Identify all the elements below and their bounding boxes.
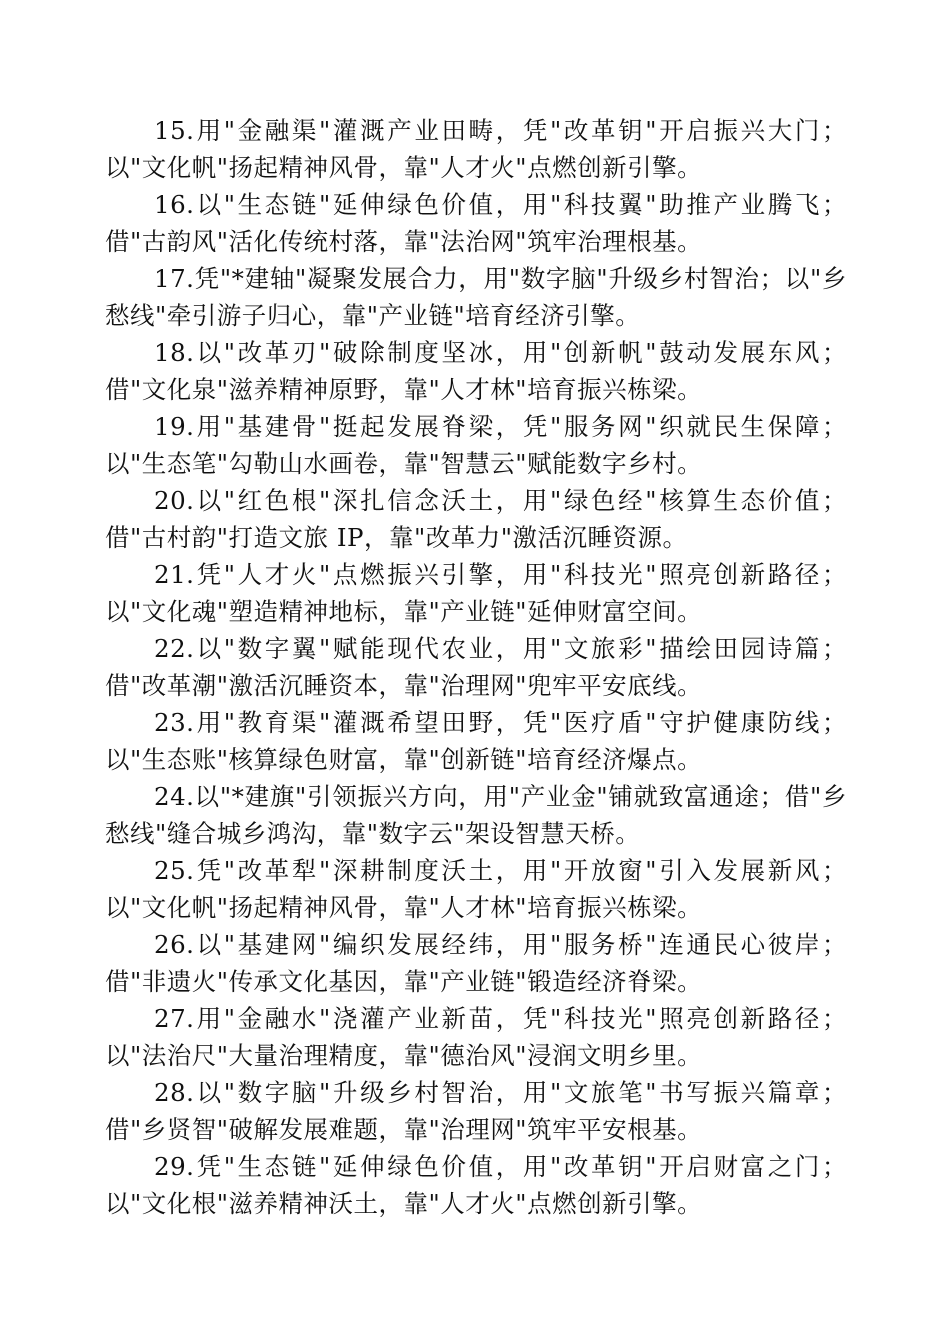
paragraph-25: 25.凭"改革犁"深耕制度沃土，用"开放窗"引入发展新风；以"文化帆"扬起精神风骨，靠"人才林"培育振兴栋梁。 [105, 856, 847, 922]
paragraph-28: 28.以"数字脑"升级乡村智治，用"文旅笔"书写振兴篇章；借"乡贤智"破解发展难题，靠"治理网"筑牢平安根基。 [105, 1078, 847, 1144]
paragraph-17: 17.凭"*建轴"凝聚发展合力，用"数字脑"升级乡村智治；以"乡愁线"牵引游子归心，靠"产业链"培育经济引擎。 [105, 264, 847, 330]
document-body [105, 112, 847, 1222]
paragraph-23: 23.用"教育渠"灌溉希望田野，凭"医疗盾"守护健康防线；以"生态账"核算绿色财富，靠"创新链"培育经济爆点。 [105, 708, 847, 774]
paragraph-16: 16.以"生态链"延伸绿色价值，用"科技翼"助推产业腾飞；借"古韵风"活化传统村落，靠"法治网"筑牢治理根基。 [105, 190, 847, 256]
paragraph-27: 27.用"金融水"浇灌产业新苗，凭"科技光"照亮创新路径；以"法治尺"大量治理精度，靠"德治风"浸润文明乡里。 [105, 1004, 847, 1070]
paragraph-29: 29.凭"生态链"延伸绿色价值，用"改革钥"开启财富之门；以"文化根"滋养精神沃土，靠"人才火"点燃创新引擎。 [105, 1152, 847, 1218]
paragraph-26: 26.以"基建网"编织发展经纬，用"服务桥"连通民心彼岸；借"非遗火"传承文化基因，靠"产业链"锻造经济脊梁。 [105, 930, 847, 996]
paragraph-19: 19.用"基建骨"挺起发展脊梁，凭"服务网"织就民生保障；以"生态笔"勾勒山水画卷，靠"智慧云"赋能数字乡村。 [105, 412, 847, 478]
paragraph-15: 15.用"金融渠"灌溉产业田畴，凭"改革钥"开启振兴大门；以"文化帆"扬起精神风骨，靠"人才火"点燃创新引擎。 [105, 116, 847, 182]
paragraph-24: 24.以"*建旗"引领振兴方向，用"产业金"铺就致富通途；借"乡愁线"缝合城乡鸿沟，靠"数字云"架设智慧天桥。 [105, 782, 847, 848]
paragraph-18: 18.以"改革刃"破除制度坚冰，用"创新帆"鼓动发展东风；借"文化泉"滋养精神原野，靠"人才林"培育振兴栋梁。 [105, 338, 847, 404]
paragraph-22: 22.以"数字翼"赋能现代农业，用"文旅彩"描绘田园诗篇；借"改革潮"激活沉睡资本，靠"治理网"兜牢平安底线。 [105, 634, 847, 700]
paragraph-21: 21.凭"人才火"点燃振兴引擎，用"科技光"照亮创新路径；以"文化魂"塑造精神地标，靠"产业链"延伸财富空间。 [105, 560, 847, 626]
paragraph-20: 20.以"红色根"深扎信念沃土，用"绿色经"核算生态价值；借"古村韵"打造文旅 IP，靠"改革力"激活沉睡资源。 [105, 486, 847, 552]
